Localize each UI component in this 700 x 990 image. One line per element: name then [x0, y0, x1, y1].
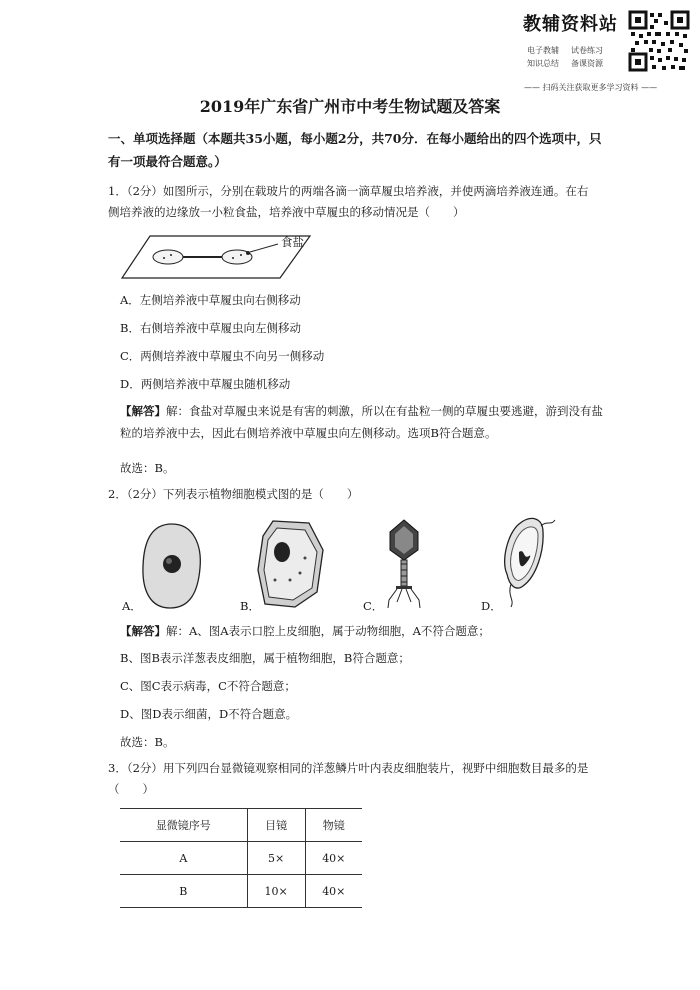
- answer-line: 解：A、图A表示口腔上皮细胞，属于动物细胞，A不符合题意；: [166, 624, 490, 638]
- answer-line: B、图B表示洋葱表皮细胞，属于植物细胞，B符合题意；: [120, 651, 410, 665]
- table-cell: 40×: [305, 875, 362, 908]
- table-cell: 40×: [305, 842, 362, 875]
- table-cell: B: [120, 875, 247, 908]
- table-row: [120, 842, 362, 875]
- answer-text: 解：食盐对草履虫来说是有害的刺激，所以在有盐粒一侧的草履虫要逃避，游到没有盐粒的培养液中去，因此右侧培养液中草履虫向左侧移动。选项B符合题意。: [120, 404, 603, 440]
- option-d: D．两侧培养液中草履虫随机移动: [120, 377, 291, 391]
- table-header: 显微镜序号: [120, 809, 247, 842]
- microscope-table: [120, 808, 362, 908]
- answer-label: 【解答】: [120, 624, 166, 638]
- question-2-stem: 2．（2分）下列表示植物细胞模式图的是（ ）: [108, 487, 359, 501]
- slide-figure: [120, 232, 340, 282]
- figure-label-d: D．: [481, 599, 502, 613]
- section-heading: 一、单项选择题（本题共35小题，每小题2分，共70分．在每小题给出的四个选项中，只有一项最符合题意。）: [108, 131, 602, 169]
- tag: 试卷练习: [571, 46, 603, 55]
- table-row: [120, 875, 362, 908]
- figure-label-c: C．: [363, 599, 384, 613]
- table-header-row: [120, 809, 362, 842]
- answer-explanation-1: [120, 400, 610, 444]
- tag: 备课资源: [571, 59, 603, 68]
- virus-figure: [384, 518, 424, 610]
- table-cell: 5×: [247, 842, 305, 875]
- qr-code-icon: [628, 10, 690, 72]
- scan-hint: —— 扫码关注获取更多学习资料 ——: [524, 83, 658, 92]
- figure-label-b: B．: [240, 599, 260, 613]
- answer-explanation-2: [120, 620, 610, 642]
- option-a: A．左侧培养液中草履虫向右侧移动: [120, 293, 301, 307]
- figure-label-a: A．: [122, 599, 142, 613]
- tag: 知识总结: [527, 59, 559, 68]
- table-cell: A: [120, 842, 247, 875]
- answer-choice-2: 故选：B。: [120, 735, 175, 749]
- plant-cell-figure: [255, 518, 327, 610]
- animal-cell-figure: [138, 520, 206, 612]
- bacterium-figure: [497, 512, 557, 608]
- question-1-stem: 1．（2分）如图所示，分别在载玻片的两端各滴一滴草履虫培养液，并使两滴培养液连通。在右侧培养液的边缘放一小粒食盐，培养液中草履虫的移动情况是（ ）: [108, 184, 589, 219]
- answer-choice-1: 故选：B。: [120, 461, 175, 475]
- option-b: B．右侧培养液中草履虫向左侧移动: [120, 321, 301, 335]
- answer-line: C、图C表示病毒，C不符合题意；: [120, 679, 296, 693]
- table-cell: 10×: [247, 875, 305, 908]
- question-3-stem: 3．（2分）用下列四台显微镜观察相同的洋葱鳞片叶内表皮细胞装片，视野中细胞数目最多的是（ ）: [108, 761, 589, 796]
- answer-label: 【解答】: [120, 404, 166, 418]
- brand-name: 教辅资料站: [523, 14, 618, 35]
- tag: 电子教辅: [527, 46, 559, 55]
- brand-tags: [527, 44, 622, 70]
- page-title: 2019年广东省广州市中考生物试题及答案: [199, 97, 501, 116]
- answer-line: D、图D表示细菌，D不符合题意。: [120, 707, 298, 721]
- option-c: C．两侧培养液中草履虫不向另一侧移动: [120, 349, 325, 363]
- salt-label: 食盐: [281, 235, 304, 249]
- table-header: 目镜: [247, 809, 305, 842]
- table-header: 物镜: [305, 809, 362, 842]
